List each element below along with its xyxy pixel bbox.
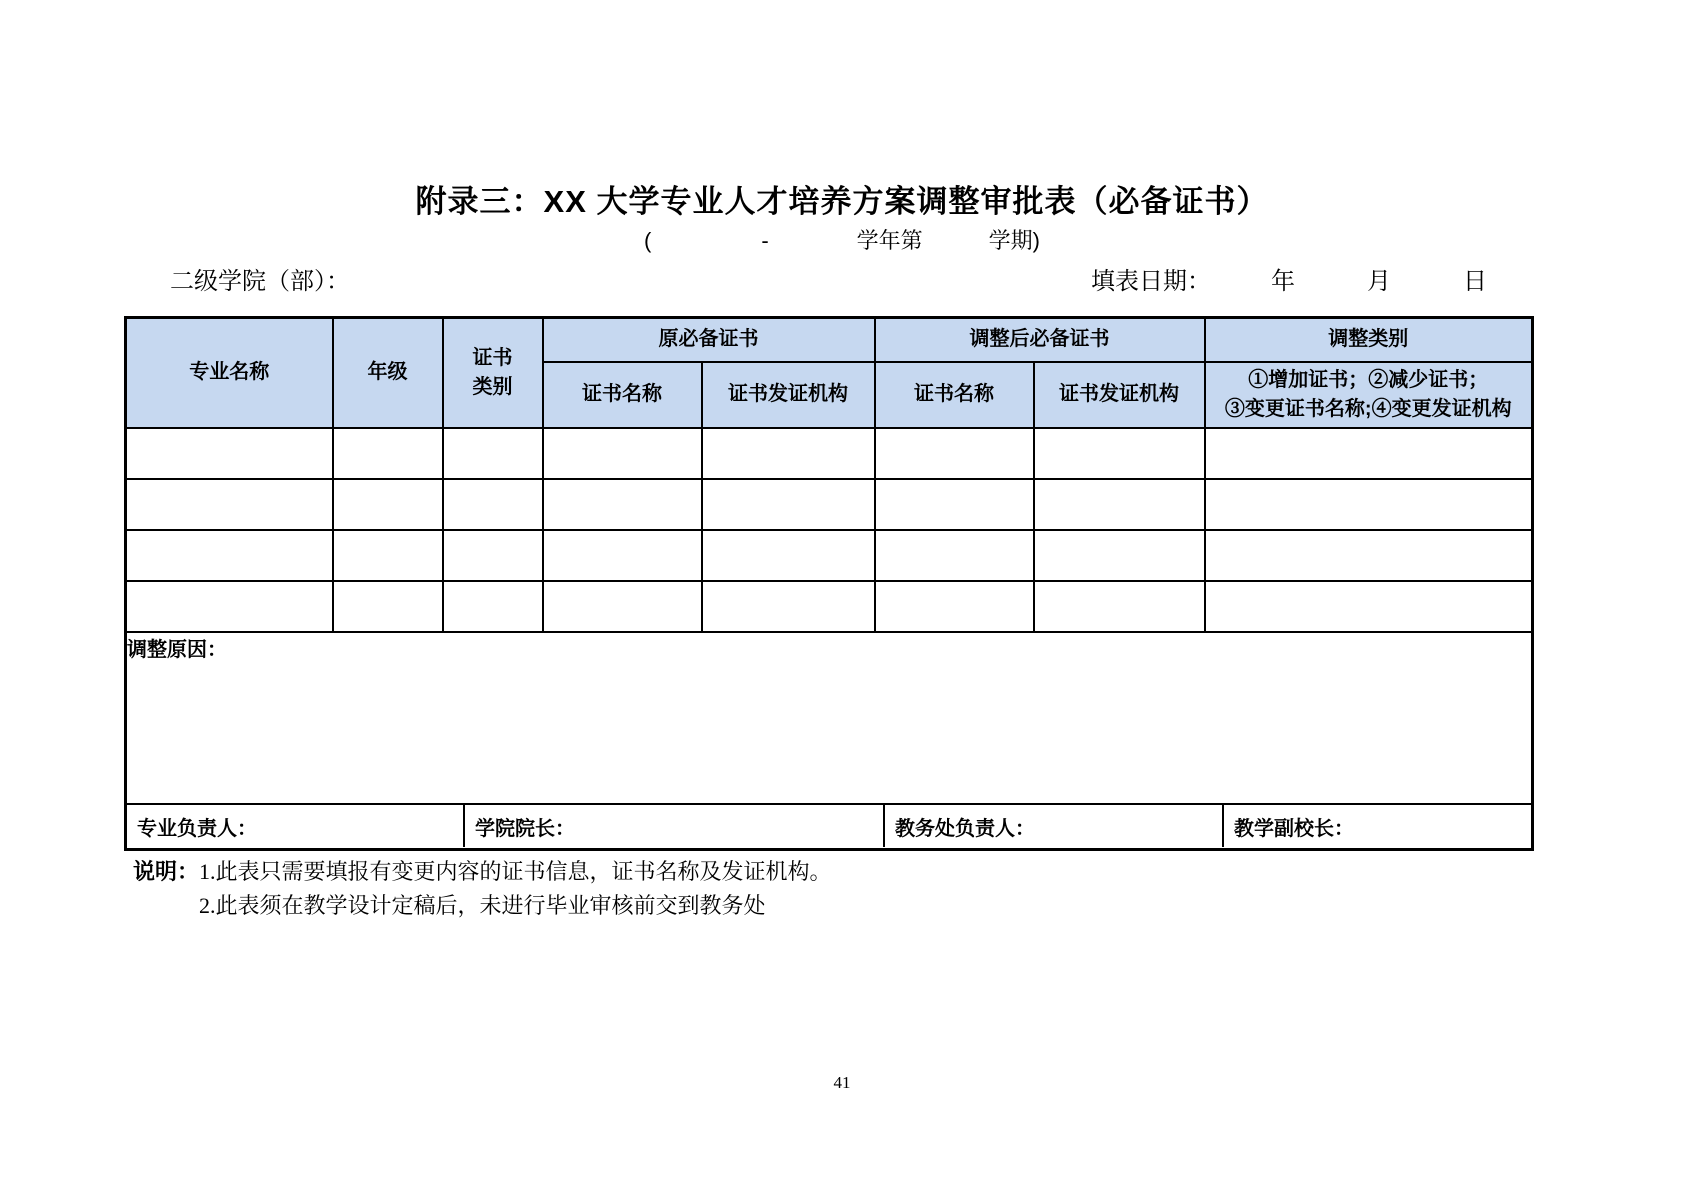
cell-input[interactable] [333,428,443,479]
signature-major-lead[interactable] [127,805,463,847]
cell-input[interactable] [875,530,1034,581]
signature-vice-president[interactable] [1222,805,1531,847]
approval-table [124,316,1534,851]
header-cert-name-original: 证书名称 [543,362,702,428]
cell-input[interactable] [1205,581,1533,632]
note-item: 2.此表须在教学设计定稿后，未进行毕业审核前交到教务处 [199,893,766,919]
cell-input[interactable] [543,530,702,581]
cell-input[interactable] [1034,479,1205,530]
notes [133,855,832,923]
signature-major-lead-label: 专业负责人： [137,817,257,840]
cell-input[interactable] [1034,581,1205,632]
header-row-1 [126,318,1533,362]
cell-input[interactable] [875,428,1034,479]
cell-input[interactable] [875,479,1034,530]
notes-items [199,855,832,923]
page-subtitle: ( - 学年第 学期) [644,228,1040,253]
cell-input[interactable] [1205,428,1533,479]
cell-input[interactable] [702,530,875,581]
header-grade: 年级 [333,318,443,428]
signature-row [126,804,1533,850]
signature-academic-office[interactable] [883,805,1222,847]
signature-academic-office-label: 教务处负责人： [895,817,1035,840]
reason-cell[interactable] [126,632,1533,804]
table-row [126,428,1533,479]
notes-label: 说明： [133,859,200,884]
header-major: 专业名称 [126,318,333,428]
cell-input[interactable] [702,479,875,530]
cell-input[interactable] [333,530,443,581]
reason-row [126,632,1533,804]
cell-input[interactable] [1205,530,1533,581]
signature-vice-president-label: 教学副校长： [1234,817,1354,840]
header-cert-name-adjusted: 证书名称 [875,362,1034,428]
header-adjusted-certs: 调整后必备证书 [875,318,1205,362]
signature-flex [127,805,1531,847]
cell-input[interactable] [443,479,543,530]
signature-dean-label: 学院院长： [475,817,575,840]
cell-input[interactable] [543,479,702,530]
meta-row [170,261,1487,296]
adjust-category-options [1205,362,1533,428]
page-title: 附录三：XX 大学专业人才培养方案调整审批表（必备证书） [415,184,1269,219]
cell-input[interactable] [333,581,443,632]
header-adjust-category: 调整类别 [1205,318,1533,362]
cell-input[interactable] [875,581,1034,632]
cell-input[interactable] [543,581,702,632]
cell-input[interactable] [126,428,333,479]
signature-cells [126,804,1533,850]
cell-input[interactable] [443,428,543,479]
cell-input[interactable] [543,428,702,479]
header-cert-type [443,318,543,428]
cell-input[interactable] [443,581,543,632]
cell-input[interactable] [443,530,543,581]
cell-input[interactable] [1034,530,1205,581]
page-number: 41 [833,1073,851,1092]
header-original-certs: 原必备证书 [543,318,875,362]
cell-input[interactable] [126,530,333,581]
fill-date-label: 填表日期： 年 月 日 [1091,268,1487,295]
reason-label: 调整原因： [127,638,227,661]
cell-input[interactable] [126,581,333,632]
note-item: 1.此表只需要填报有变更内容的证书信息，证书名称及发证机构。 [199,859,832,884]
table-row [126,530,1533,581]
cell-input[interactable] [1034,428,1205,479]
cell-input[interactable] [1205,479,1533,530]
cell-input[interactable] [702,428,875,479]
header-cert-issuer-adjusted: 证书发证机构 [1034,362,1205,428]
adjust-category-option-line2: ③变更证书名称;④变更发证机构 [1224,397,1512,420]
header-cert-type-line1: 证书 [472,346,513,369]
table-row [126,581,1533,632]
cell-input[interactable] [333,479,443,530]
signature-dean[interactable] [463,805,883,847]
header-cert-issuer-original: 证书发证机构 [702,362,875,428]
header-cert-type-line2: 类别 [472,375,513,398]
cell-input[interactable] [126,479,333,530]
college-label: 二级学院（部）： [170,268,350,295]
adjust-category-option-line1: ①增加证书；②减少证书； [1248,368,1489,391]
cell-input[interactable] [702,581,875,632]
table-row [126,479,1533,530]
